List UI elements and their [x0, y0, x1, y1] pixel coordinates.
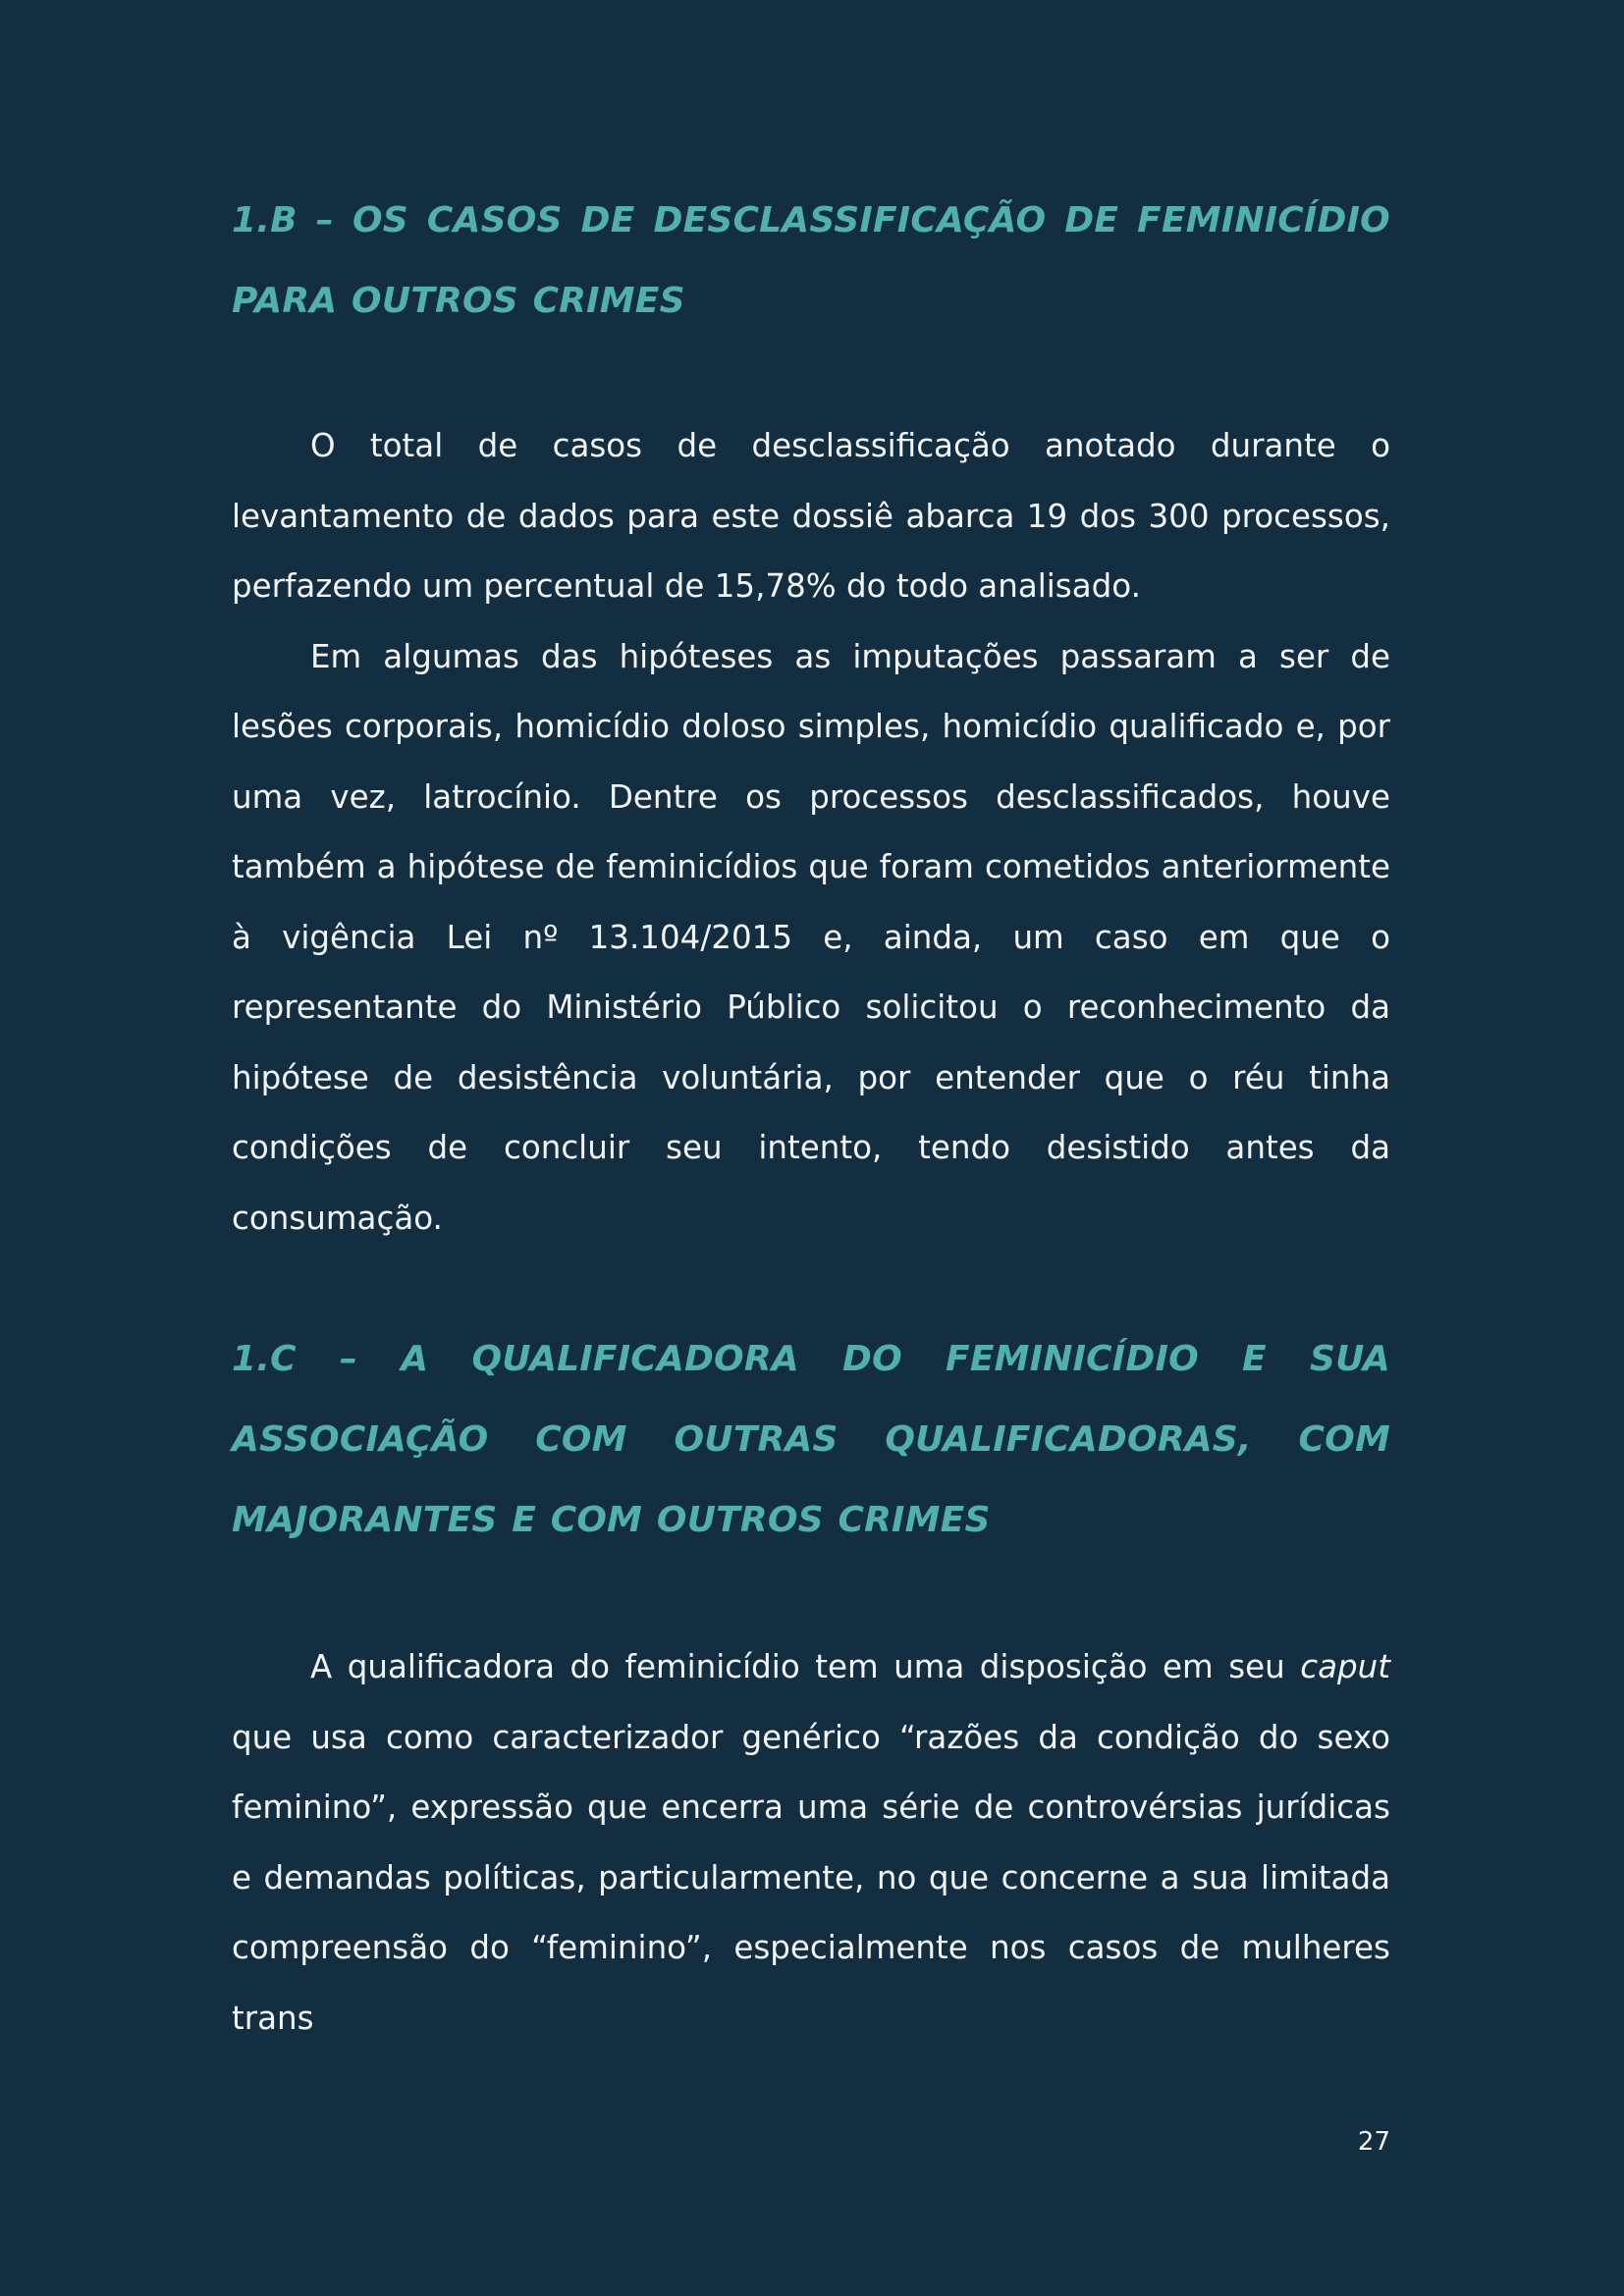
section-b-heading: 1.B – OS CASOS DE DESCLASSIFICAÇÃO DE FEMINICÍDIO PARA OUTROS CRIMES	[232, 200, 1390, 321]
section-c-heading: 1.C – A QUALIFICADORA DO FEMINICÍDIO E SUA ASSOCIAÇÃO COM OUTRAS QUALIFICADORAS, COM MAJORANTES E COM OUTROS CRIMES	[232, 1339, 1390, 1540]
section-c-paragraph-1-end: que usa como caracterizador genérico “razões da condição do sexo feminino”, expressão que encerra uma série de controvérsias jurídicas e demandas políticas, particularmente, no que concerne a sua limitada compreensão do “feminino”, especialmente nos casos de mulheres trans	[232, 1718, 1390, 2037]
section-b-paragraph-1: O total de casos de desclassificação anotado durante o levantamento de dados para este dossiê abarca 19 dos 300 processos, perfazendo um percentual de 15,78% do todo analisado.	[232, 427, 1390, 605]
section-c-paragraph-1	[232, 1632, 1390, 2054]
section-c-body	[232, 1632, 1390, 2054]
caput-term: caput	[1300, 1648, 1390, 1685]
page-number: 27	[1357, 2127, 1390, 2157]
section-b-paragraph-2: Em algumas das hipóteses as imputações passaram a ser de lesões corporais, homicídio doloso simples, homicídio qualificado e, por uma vez, latrocínio. Dentre os processos desclassificados, houve também a hipótese de feminicídios que foram cometidos anteriormente à vigência Lei nº 13.104/2015 e, ainda, um caso em que o representante do Ministério Público solicitou o reconhecimento da hipótese de desistência voluntária, por entender que o réu tinha condições de concluir seu intento, tendo desistido antes da consumação.	[232, 637, 1390, 1237]
section-c-paragraph-1-start: A qualificadora do feminicídio tem uma disposição em seu	[310, 1648, 1301, 1685]
section-b-body	[232, 411, 1390, 1254]
